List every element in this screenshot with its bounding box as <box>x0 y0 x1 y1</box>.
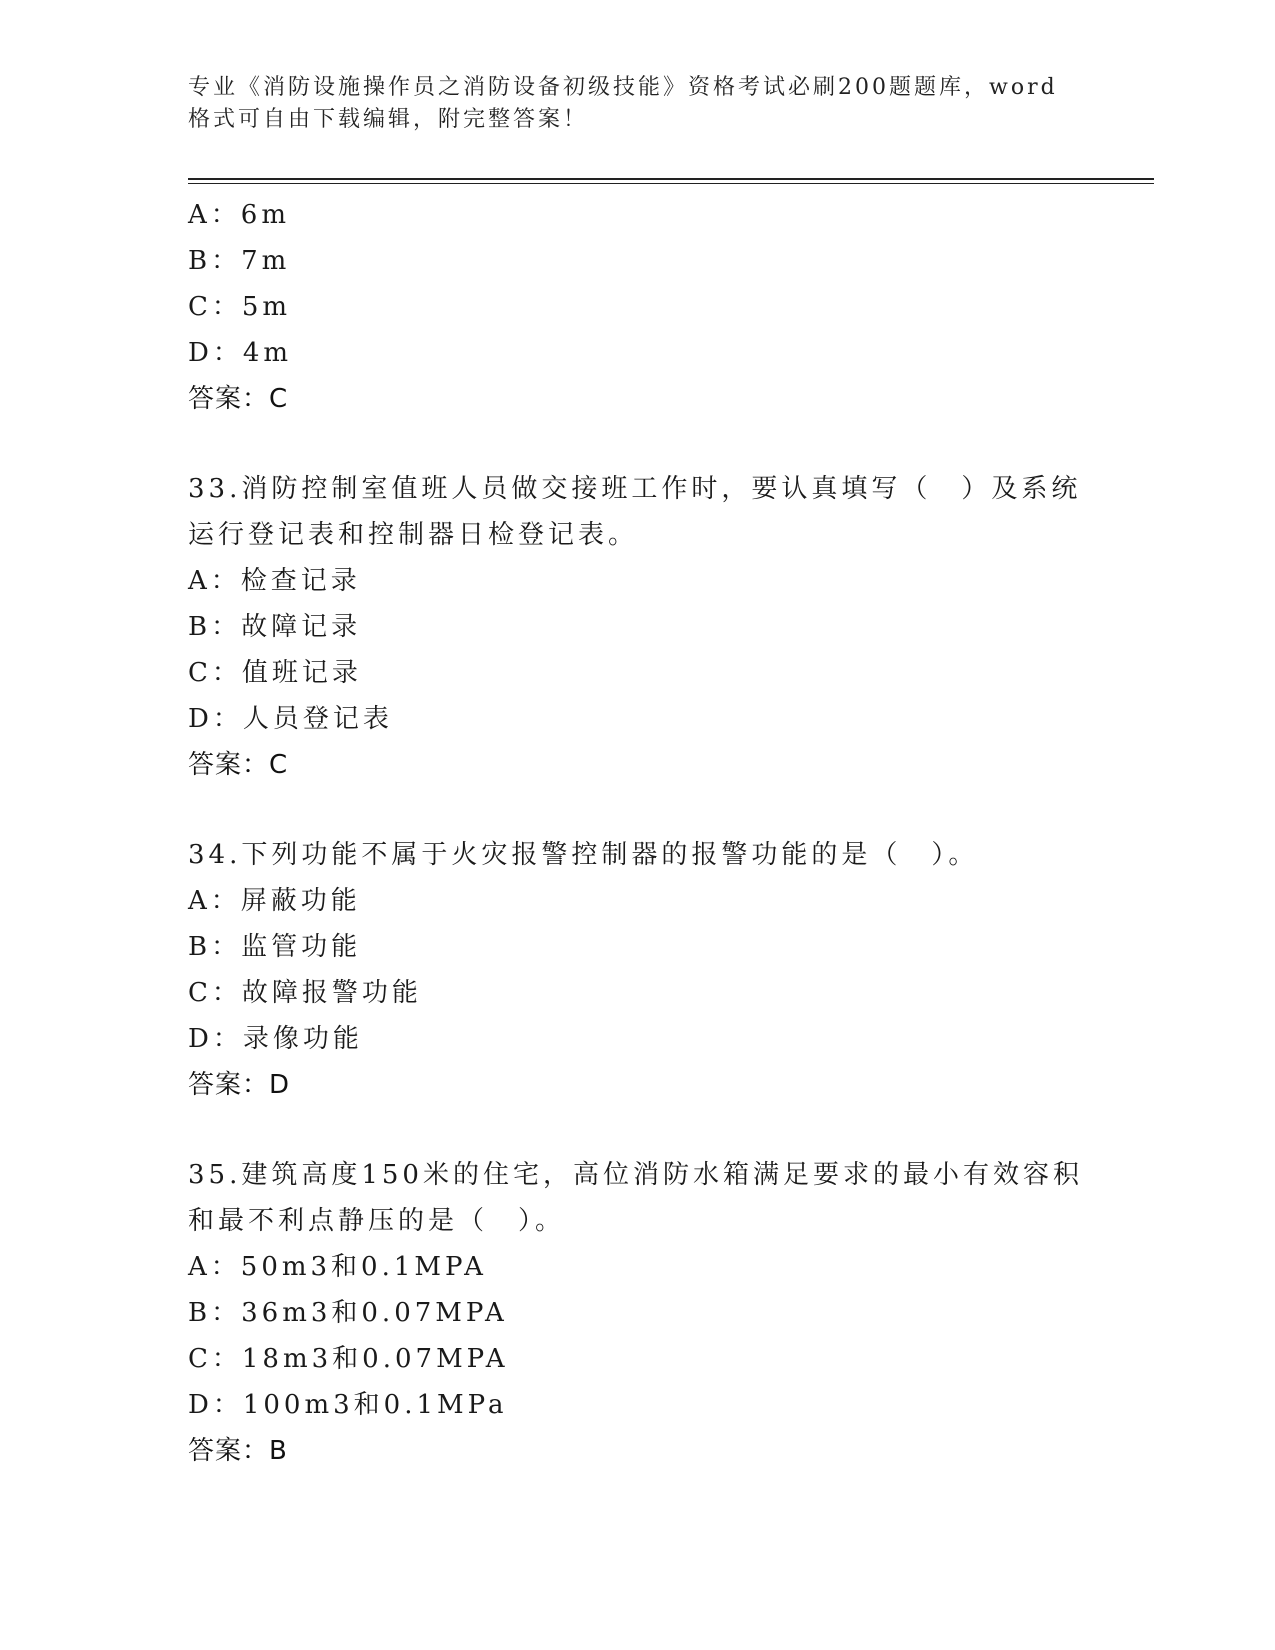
option-d: D：100m3和0.1MPa <box>188 1390 508 1420</box>
answer-label: 答案：B <box>188 1436 288 1466</box>
question-block-34 <box>188 832 1088 1108</box>
option-c: C：5m <box>188 292 292 322</box>
question-stem: 35.建筑高度150米的住宅，高位消防水箱满足要求的最小有效容积和最不利点静压的是（ ）。 <box>188 1160 1083 1236</box>
option-b: B：36m3和0.07MPA <box>188 1298 508 1328</box>
header-divider-thick <box>188 178 1154 180</box>
answer-label: 答案：C <box>188 384 289 414</box>
option-a: A：屏蔽功能 <box>188 886 361 916</box>
option-d: D：录像功能 <box>188 1024 363 1054</box>
header-divider-thin <box>188 183 1154 184</box>
answer-label: 答案：C <box>188 750 289 780</box>
question-stem: 34.下列功能不属于火灾报警控制器的报警功能的是（ ）。 <box>188 840 979 870</box>
option-a: A：50m3和0.1MPA <box>188 1252 487 1282</box>
option-c: C：故障报警功能 <box>188 978 422 1008</box>
question-block-32 <box>188 192 1088 422</box>
option-d: D：人员登记表 <box>188 704 393 734</box>
option-a: A：6m <box>188 200 290 230</box>
option-c: C：18m3和0.07MPA <box>188 1344 509 1374</box>
option-b: B：7m <box>188 246 291 276</box>
option-c: C：值班记录 <box>188 658 362 688</box>
answer-label: 答案：D <box>188 1070 291 1100</box>
option-a: A：检查记录 <box>188 566 361 596</box>
option-d: D：4m <box>188 338 293 368</box>
option-b: B：故障记录 <box>188 612 362 642</box>
option-b: B：监管功能 <box>188 932 362 962</box>
question-list <box>188 192 1088 1474</box>
document-header: 专业《消防设施操作员之消防设备初级技能》资格考试必刷200题题库，word格式可自由下载编辑，附完整答案！ <box>188 75 1058 132</box>
question-stem: 33.消防控制室值班人员做交接班工作时，要认真填写（ ）及系统运行登记表和控制器日检登记表。 <box>188 474 1082 550</box>
question-block-33 <box>188 466 1088 788</box>
question-block-35 <box>188 1152 1088 1474</box>
